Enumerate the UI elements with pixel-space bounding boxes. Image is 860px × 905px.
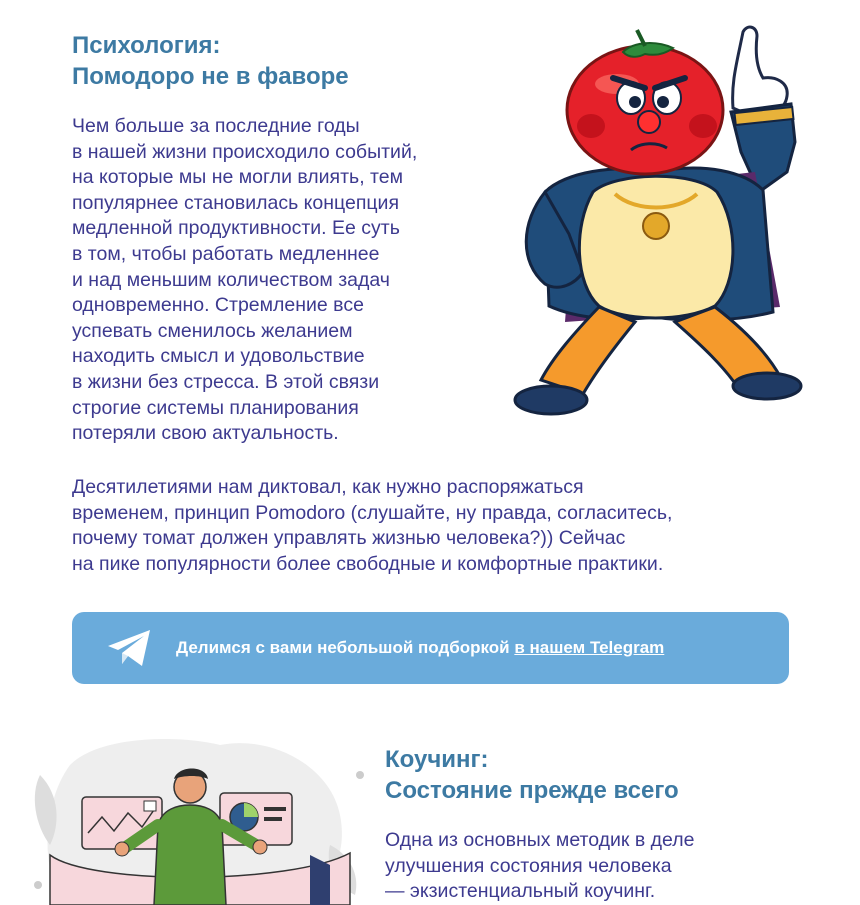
text-line: на которые мы не могли влиять, тем <box>72 166 404 189</box>
tomato-mascot-illustration <box>505 22 805 422</box>
coaching-illustration <box>30 735 370 905</box>
paragraph-pomodoro <box>72 475 672 577</box>
telegram-banner[interactable] <box>72 612 789 684</box>
section-title-psychology <box>72 30 349 92</box>
text-line: — экзистенциальный коучинг. <box>385 880 656 903</box>
paragraph-slow-productivity <box>72 114 417 447</box>
text-line: Чем больше за последние годы <box>72 115 360 137</box>
text-line: и над меньшим количеством задач <box>72 268 390 291</box>
banner-text: Делимся с вами небольшой подборкой <box>176 638 515 657</box>
text-line: Десятилетиями нам диктовал, как нужно распоряжаться <box>72 476 584 498</box>
text-line: успевать сменилось желанием <box>72 319 353 342</box>
text-line: потеряли свою актуальность. <box>72 422 339 445</box>
text-line: улучшения состояния человека <box>385 854 672 877</box>
title-line: Коучинг: <box>385 746 489 773</box>
section-title-coaching <box>385 744 679 806</box>
text-line: временем, принцип Pomodoro (слушайте, ну правда, согласитесь, <box>72 501 673 524</box>
title-line: Помодоро не в фаворе <box>72 63 349 90</box>
telegram-banner-text <box>176 637 664 659</box>
title-line: Психология: <box>72 32 221 59</box>
telegram-link[interactable]: в нашем Telegram <box>514 638 665 657</box>
telegram-paper-plane-icon <box>106 628 152 668</box>
text-line: в том, чтобы работать медленнее <box>72 242 380 265</box>
text-line: Одна из основных методик в деле <box>385 829 695 851</box>
text-line: одновременно. Стремление все <box>72 294 364 317</box>
paragraph-coaching <box>385 828 694 905</box>
text-line: медленной продуктивности. Ее суть <box>72 217 400 240</box>
text-line: в нашей жизни происходило событий, <box>72 140 418 163</box>
text-line: находить смысл и удовольствие <box>72 345 365 368</box>
title-line: Состояние прежде всего <box>385 777 679 804</box>
text-line: строгие системы планирования <box>72 396 359 419</box>
text-line: популярнее становилась концепция <box>72 191 400 214</box>
text-line: на пике популярности более свободные и комфортные практики. <box>72 552 664 575</box>
text-line: в жизни без стресса. В этой связи <box>72 370 380 393</box>
text-line: почему томат должен управлять жизнью человека?)) Сейчас <box>72 527 626 550</box>
